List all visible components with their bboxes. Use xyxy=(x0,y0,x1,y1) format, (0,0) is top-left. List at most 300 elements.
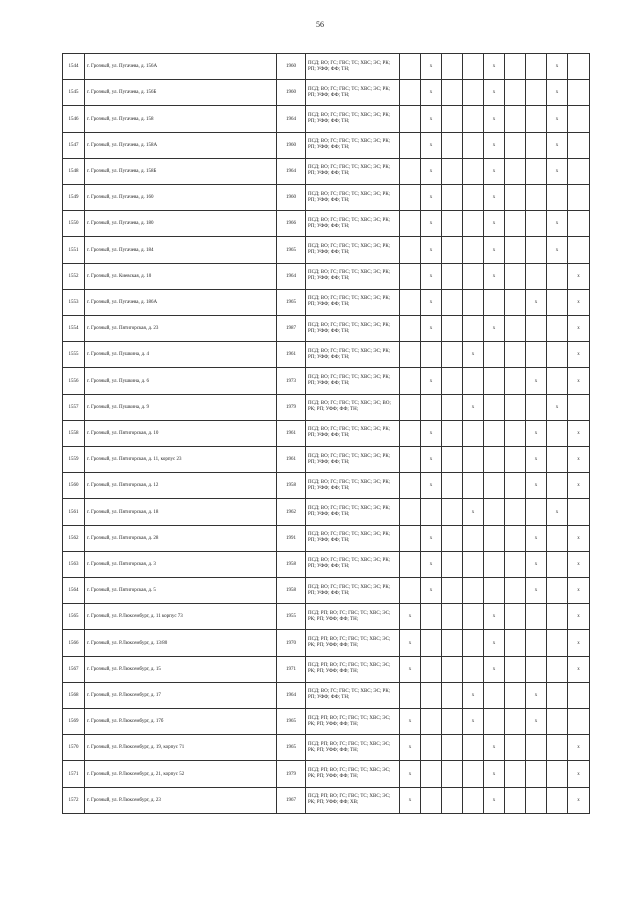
mark-cell xyxy=(463,54,484,80)
mark-cell: x xyxy=(421,473,442,499)
year-cell: 1955 xyxy=(277,604,306,630)
mark-cell xyxy=(505,525,526,551)
mark-cell xyxy=(463,185,484,211)
address-cell: г. Грозный, ул. Пятигорская, д. 5 xyxy=(85,578,277,604)
mark-cell xyxy=(568,54,590,80)
mark-cell xyxy=(526,735,547,761)
mark-cell: x xyxy=(421,132,442,158)
mark-cell xyxy=(505,551,526,577)
address-cell: г. Грозный, ул. Р.Люксембург, д. 19, корпус 71 xyxy=(85,735,277,761)
table-row xyxy=(63,525,590,551)
year-cell: 1964 xyxy=(277,106,306,132)
mark-cell xyxy=(505,342,526,368)
mark-cell xyxy=(547,185,568,211)
mark-cell xyxy=(505,473,526,499)
table-row xyxy=(63,578,590,604)
mark-cell xyxy=(484,709,505,735)
address-cell: г. Грозный, ул. Пугачева, д. 160 xyxy=(85,185,277,211)
services-cell: ПСД; ВО; ГС; ГВС; ТС; ХВС; ЭС; РК; РП; УФФ; ФФ; ТН; xyxy=(306,237,400,263)
mark-cell xyxy=(442,80,463,106)
services-cell: ПСД; РП; ВО; ГС; ГВС; ТС; ХВС; ЭС; РК; РП; УФФ; ФФ; ТН; xyxy=(306,709,400,735)
table-row xyxy=(63,158,590,184)
table-row xyxy=(63,604,590,630)
year-cell: 1966 xyxy=(277,211,306,237)
address-cell: г. Грозный, ул. Пугачева, д. 158А xyxy=(85,132,277,158)
mark-cell xyxy=(463,787,484,813)
mark-cell xyxy=(505,447,526,473)
address-cell: г. Грозный, ул. Пугачева, д. 156Б xyxy=(85,80,277,106)
mark-cell xyxy=(484,551,505,577)
mark-cell: x xyxy=(547,132,568,158)
mark-cell xyxy=(400,447,421,473)
table-row xyxy=(63,54,590,80)
year-cell: 1965 xyxy=(277,237,306,263)
table-row xyxy=(63,211,590,237)
services-cell: ПСД; ВО; ГС; ГВС; ТС; ХВС; ЭС; РК; РП; УФФ; ФФ; ТН; xyxy=(306,289,400,315)
services-cell: ПСД; ВО; ГС; ГВС; ТС; ХВС; ЭС; РК; РП; УФФ; ФФ; ТН; xyxy=(306,158,400,184)
mark-cell: x xyxy=(484,761,505,787)
mark-cell: x xyxy=(421,237,442,263)
mark-cell: x xyxy=(400,604,421,630)
mark-cell xyxy=(505,787,526,813)
mark-cell xyxy=(526,630,547,656)
address-cell: г. Грозный, ул. Пугачева, д. 158Б xyxy=(85,158,277,184)
mark-cell: x xyxy=(484,735,505,761)
mark-cell: x xyxy=(400,630,421,656)
mark-cell xyxy=(526,342,547,368)
mark-cell xyxy=(568,394,590,420)
address-cell: г. Грозный, ул. Р.Люксембург, д. 17 xyxy=(85,682,277,708)
mark-cell xyxy=(547,420,568,446)
row-number: 1546 xyxy=(63,106,85,132)
mark-cell xyxy=(400,106,421,132)
mark-cell: x xyxy=(568,604,590,630)
mark-cell: x xyxy=(484,211,505,237)
mark-cell xyxy=(547,473,568,499)
mark-cell: x xyxy=(568,551,590,577)
mark-cell: x xyxy=(568,447,590,473)
year-cell: 1964 xyxy=(277,263,306,289)
mark-cell: x xyxy=(568,289,590,315)
table-row xyxy=(63,656,590,682)
table-row xyxy=(63,289,590,315)
mark-cell xyxy=(484,342,505,368)
mark-cell xyxy=(463,761,484,787)
mark-cell: x xyxy=(526,525,547,551)
mark-cell: x xyxy=(547,106,568,132)
mark-cell xyxy=(505,394,526,420)
row-number: 1548 xyxy=(63,158,85,184)
year-cell: 1964 xyxy=(277,682,306,708)
row-number: 1553 xyxy=(63,289,85,315)
mark-cell xyxy=(526,237,547,263)
table-row xyxy=(63,761,590,787)
mark-cell xyxy=(421,604,442,630)
table-row xyxy=(63,106,590,132)
address-cell: г. Грозный, ул. Пугачева, д. 184 xyxy=(85,237,277,263)
mark-cell xyxy=(526,499,547,525)
table-row xyxy=(63,80,590,106)
mark-cell xyxy=(463,368,484,394)
mark-cell: x xyxy=(484,656,505,682)
mark-cell: x xyxy=(526,551,547,577)
mark-cell xyxy=(484,394,505,420)
mark-cell: x xyxy=(463,709,484,735)
mark-cell xyxy=(442,656,463,682)
year-cell: 1967 xyxy=(277,787,306,813)
row-number: 1550 xyxy=(63,211,85,237)
mark-cell xyxy=(400,473,421,499)
mark-cell: x xyxy=(484,316,505,342)
mark-cell xyxy=(400,342,421,368)
mark-cell: x xyxy=(421,106,442,132)
table-row xyxy=(63,394,590,420)
services-cell: ПСД; ВО; ГС; ГВС; ТС; ХВС; ЭС; РК; РП; УФФ; ФФ; ТН; xyxy=(306,525,400,551)
mark-cell xyxy=(568,106,590,132)
mark-cell: x xyxy=(484,787,505,813)
mark-cell: x xyxy=(526,682,547,708)
mark-cell xyxy=(526,80,547,106)
row-number: 1549 xyxy=(63,185,85,211)
services-cell: ПСД; ВО; ГС; ГВС; ТС; ХВС; ЭС; ВО; РК; РП; УФФ; ФФ; ТН; xyxy=(306,394,400,420)
table-row xyxy=(63,499,590,525)
mark-cell xyxy=(505,237,526,263)
mark-cell xyxy=(421,394,442,420)
services-cell: ПСД; РП; ВО; ГС; ГВС; ТС; ХВС; ЭС; РК; РП; УФФ; ФФ; ТН; xyxy=(306,656,400,682)
mark-cell xyxy=(526,158,547,184)
year-cell: 1987 xyxy=(277,316,306,342)
mark-cell: x xyxy=(400,709,421,735)
services-cell: ПСД; ВО; ГС; ГВС; ТС; ХВС; ЭС; РК; РП; УФФ; ФФ; ТН; xyxy=(306,420,400,446)
mark-cell xyxy=(505,54,526,80)
mark-cell xyxy=(442,761,463,787)
mark-cell xyxy=(400,80,421,106)
mark-cell xyxy=(442,420,463,446)
mark-cell xyxy=(526,316,547,342)
address-cell: г. Грозный, ул. Р.Люксембург, д. 21, корпус 52 xyxy=(85,761,277,787)
mark-cell xyxy=(442,342,463,368)
mark-cell xyxy=(505,420,526,446)
row-number: 1571 xyxy=(63,761,85,787)
mark-cell xyxy=(463,211,484,237)
table-row xyxy=(63,787,590,813)
mark-cell xyxy=(400,394,421,420)
registry-rows xyxy=(63,54,590,814)
mark-cell xyxy=(547,630,568,656)
mark-cell xyxy=(526,761,547,787)
year-cell: 1960 xyxy=(277,54,306,80)
mark-cell xyxy=(442,604,463,630)
mark-cell xyxy=(526,106,547,132)
mark-cell: x xyxy=(568,761,590,787)
mark-cell xyxy=(547,289,568,315)
mark-cell xyxy=(400,263,421,289)
mark-cell: x xyxy=(421,263,442,289)
mark-cell xyxy=(463,80,484,106)
mark-cell: x xyxy=(568,368,590,394)
row-number: 1554 xyxy=(63,316,85,342)
year-cell: 1970 xyxy=(277,630,306,656)
housing-registry-table xyxy=(62,53,590,814)
year-cell: 1991 xyxy=(277,525,306,551)
mark-cell xyxy=(547,604,568,630)
mark-cell xyxy=(505,761,526,787)
mark-cell xyxy=(568,499,590,525)
row-number: 1565 xyxy=(63,604,85,630)
mark-cell: x xyxy=(421,185,442,211)
mark-cell xyxy=(421,761,442,787)
mark-cell: x xyxy=(547,80,568,106)
mark-cell: x xyxy=(568,735,590,761)
mark-cell xyxy=(400,185,421,211)
address-cell: г. Грозный, ул. Пушкина, д. 6 xyxy=(85,368,277,394)
address-cell: г. Грозный, ул. Р.Люксембург, д. 11 корпус 73 xyxy=(85,604,277,630)
table-row xyxy=(63,185,590,211)
row-number: 1569 xyxy=(63,709,85,735)
table-row xyxy=(63,447,590,473)
mark-cell xyxy=(547,656,568,682)
mark-cell: x xyxy=(421,447,442,473)
mark-cell: x xyxy=(484,237,505,263)
mark-cell: x xyxy=(568,787,590,813)
address-cell: г. Грозный, ул. Киевская, д. 10 xyxy=(85,263,277,289)
address-cell: г. Грозный, ул. Пятигорская, д. 3 xyxy=(85,551,277,577)
mark-cell xyxy=(442,499,463,525)
mark-cell xyxy=(463,525,484,551)
mark-cell xyxy=(547,551,568,577)
services-cell: ПСД; ВО; ГС; ГВС; ТС; ХВС; ЭС; РК; РП; УФФ; ФФ; ТН; xyxy=(306,551,400,577)
mark-cell xyxy=(463,473,484,499)
mark-cell xyxy=(526,185,547,211)
mark-cell xyxy=(442,709,463,735)
address-cell: г. Грозный, ул. Пятигорская, д. 28 xyxy=(85,525,277,551)
mark-cell xyxy=(526,394,547,420)
mark-cell: x xyxy=(568,473,590,499)
services-cell: ПСД; ВО; ГС; ГВС; ТС; ХВС; ЭС; РК; РП; УФФ; ФФ; ТН; xyxy=(306,316,400,342)
mark-cell xyxy=(505,316,526,342)
year-cell: 1961 xyxy=(277,420,306,446)
mark-cell xyxy=(442,735,463,761)
mark-cell xyxy=(400,682,421,708)
mark-cell xyxy=(526,656,547,682)
mark-cell: x xyxy=(463,499,484,525)
table-row xyxy=(63,342,590,368)
mark-cell: x xyxy=(547,211,568,237)
mark-cell xyxy=(526,54,547,80)
year-cell: 1973 xyxy=(277,368,306,394)
mark-cell: x xyxy=(568,420,590,446)
mark-cell xyxy=(421,682,442,708)
mark-cell xyxy=(547,447,568,473)
mark-cell xyxy=(400,525,421,551)
row-number: 1547 xyxy=(63,132,85,158)
mark-cell: x xyxy=(568,525,590,551)
address-cell: г. Грозный, ул. Пятигорская, д. 11, корпус 23 xyxy=(85,447,277,473)
mark-cell xyxy=(442,132,463,158)
services-cell: ПСД; ВО; ГС; ГВС; ТС; ХВС; ЭС; РК; РП; УФФ; ФФ; ТН; xyxy=(306,185,400,211)
mark-cell xyxy=(463,316,484,342)
mark-cell: x xyxy=(421,80,442,106)
services-cell: ПСД; ВО; ГС; ГВС; ТС; ХВС; ЭС; РК; РП; УФФ; ФФ; ТН; xyxy=(306,578,400,604)
address-cell: г. Грозный, ул. Р.Люксембург, д. 23 xyxy=(85,787,277,813)
mark-cell xyxy=(505,604,526,630)
mark-cell xyxy=(505,709,526,735)
address-cell: г. Грозный, ул. Пятигорская, д. 12 xyxy=(85,473,277,499)
mark-cell: x xyxy=(526,578,547,604)
mark-cell: x xyxy=(484,158,505,184)
mark-cell xyxy=(400,158,421,184)
mark-cell: x xyxy=(568,656,590,682)
address-cell: г. Грозный, ул. Р.Люксембург, д. 13/80 xyxy=(85,630,277,656)
mark-cell xyxy=(568,158,590,184)
mark-cell xyxy=(400,420,421,446)
mark-cell xyxy=(463,237,484,263)
mark-cell xyxy=(547,578,568,604)
mark-cell xyxy=(442,316,463,342)
mark-cell xyxy=(547,682,568,708)
row-number: 1568 xyxy=(63,682,85,708)
mark-cell xyxy=(526,604,547,630)
mark-cell: x xyxy=(547,54,568,80)
year-cell: 1960 xyxy=(277,132,306,158)
mark-cell xyxy=(442,211,463,237)
table-row xyxy=(63,551,590,577)
services-cell: ПСД; ВО; ГС; ГВС; ТС; ХВС; ЭС; РК; РП; УФФ; ФФ; ТН; xyxy=(306,473,400,499)
mark-cell xyxy=(526,263,547,289)
mark-cell xyxy=(526,211,547,237)
mark-cell xyxy=(442,473,463,499)
mark-cell: x xyxy=(400,656,421,682)
mark-cell xyxy=(547,787,568,813)
row-number: 1559 xyxy=(63,447,85,473)
address-cell: г. Грозный, ул. Пугачева, д. 156А xyxy=(85,54,277,80)
mark-cell xyxy=(400,551,421,577)
address-cell: г. Грозный, ул. Пятигорская, д. 23 xyxy=(85,316,277,342)
mark-cell xyxy=(505,158,526,184)
mark-cell xyxy=(442,158,463,184)
services-cell: ПСД; ВО; ГС; ГВС; ТС; ХВС; ЭС; РК; РП; УФФ; ФФ; ТН; xyxy=(306,106,400,132)
mark-cell xyxy=(568,132,590,158)
mark-cell xyxy=(442,682,463,708)
mark-cell: x xyxy=(484,54,505,80)
mark-cell xyxy=(442,787,463,813)
mark-cell: x xyxy=(547,394,568,420)
mark-cell xyxy=(505,630,526,656)
address-cell: г. Грозный, ул. Пугачева, д. 158 xyxy=(85,106,277,132)
mark-cell: x xyxy=(421,368,442,394)
mark-cell: x xyxy=(421,158,442,184)
mark-cell xyxy=(442,394,463,420)
mark-cell: x xyxy=(568,263,590,289)
mark-cell xyxy=(505,656,526,682)
mark-cell xyxy=(463,106,484,132)
mark-cell xyxy=(442,578,463,604)
mark-cell xyxy=(484,420,505,446)
mark-cell xyxy=(505,263,526,289)
table-row xyxy=(63,237,590,263)
mark-cell: x xyxy=(547,499,568,525)
mark-cell xyxy=(442,447,463,473)
mark-cell: x xyxy=(547,237,568,263)
mark-cell xyxy=(463,551,484,577)
mark-cell xyxy=(505,289,526,315)
row-number: 1564 xyxy=(63,578,85,604)
mark-cell xyxy=(568,682,590,708)
table-row xyxy=(63,316,590,342)
services-cell: ПСД; ВО; ГС; ГВС; ТС; ХВС; ЭС; РК; РП; УФФ; ФФ; ТН; xyxy=(306,132,400,158)
mark-cell: x xyxy=(526,420,547,446)
mark-cell xyxy=(484,473,505,499)
mark-cell xyxy=(568,185,590,211)
mark-cell xyxy=(442,54,463,80)
mark-cell xyxy=(463,630,484,656)
mark-cell: x xyxy=(463,682,484,708)
mark-cell xyxy=(463,447,484,473)
mark-cell xyxy=(400,316,421,342)
mark-cell xyxy=(505,106,526,132)
mark-cell xyxy=(442,551,463,577)
row-number: 1570 xyxy=(63,735,85,761)
services-cell: ПСД; РП; ВО; ГС; ГВС; ТС; ХВС; ЭС; РК; РП; УФФ; ФФ; ТН; xyxy=(306,630,400,656)
mark-cell xyxy=(526,132,547,158)
mark-cell xyxy=(421,787,442,813)
year-cell: 1979 xyxy=(277,394,306,420)
mark-cell xyxy=(463,656,484,682)
mark-cell xyxy=(484,289,505,315)
mark-cell xyxy=(484,525,505,551)
mark-cell xyxy=(568,211,590,237)
services-cell: ПСД; ВО; ГС; ГВС; ТС; ХВС; ЭС; РК; РП; УФФ; ФФ; ТН; xyxy=(306,368,400,394)
year-cell: 1965 xyxy=(277,289,306,315)
mark-cell: x xyxy=(400,735,421,761)
services-cell: ПСД; ВО; ГС; ГВС; ТС; ХВС; ЭС; РК; РП; УФФ; ФФ; ТН; xyxy=(306,342,400,368)
services-cell: ПСД; РП; ВО; ГС; ГВС; ТС; ХВС; ЭС; РК; РП; УФФ; ФФ; ТН; xyxy=(306,735,400,761)
mark-cell xyxy=(484,682,505,708)
mark-cell: x xyxy=(421,551,442,577)
mark-cell xyxy=(484,368,505,394)
mark-cell: x xyxy=(568,316,590,342)
mark-cell xyxy=(484,447,505,473)
mark-cell xyxy=(442,630,463,656)
mark-cell xyxy=(442,106,463,132)
table-row xyxy=(63,368,590,394)
mark-cell xyxy=(568,237,590,263)
mark-cell xyxy=(442,237,463,263)
mark-cell: x xyxy=(421,54,442,80)
mark-cell xyxy=(463,263,484,289)
table-row xyxy=(63,682,590,708)
row-number: 1567 xyxy=(63,656,85,682)
mark-cell xyxy=(505,80,526,106)
mark-cell: x xyxy=(526,473,547,499)
mark-cell: x xyxy=(568,578,590,604)
table-row xyxy=(63,132,590,158)
services-cell: ПСД; ВО; ГС; ГВС; ТС; ХВС; ЭС; РК; РП; УФФ; ФФ; ТН; xyxy=(306,80,400,106)
services-cell: ПСД; РП; ВО; ГС; ГВС; ТС; ХВС; ЭС; РК; РП; УФФ; ФФ; ХВ; xyxy=(306,787,400,813)
mark-cell xyxy=(463,289,484,315)
mark-cell xyxy=(547,342,568,368)
address-cell: г. Грозный, ул. Р.Люксембург, д. 17б xyxy=(85,709,277,735)
mark-cell xyxy=(442,368,463,394)
mark-cell xyxy=(400,237,421,263)
services-cell: ПСД; ВО; ГС; ГВС; ТС; ХВС; ЭС; РК; РП; УФФ; ФФ; ТН; xyxy=(306,54,400,80)
mark-cell xyxy=(442,185,463,211)
address-cell: г. Грозный, ул. Пугачева, д. 180 xyxy=(85,211,277,237)
year-cell: 1971 xyxy=(277,656,306,682)
mark-cell xyxy=(547,316,568,342)
mark-cell xyxy=(400,211,421,237)
services-cell: ПСД; ВО; ГС; ГВС; ТС; ХВС; ЭС; РК; РП; УФФ; ФФ; ТН; xyxy=(306,211,400,237)
